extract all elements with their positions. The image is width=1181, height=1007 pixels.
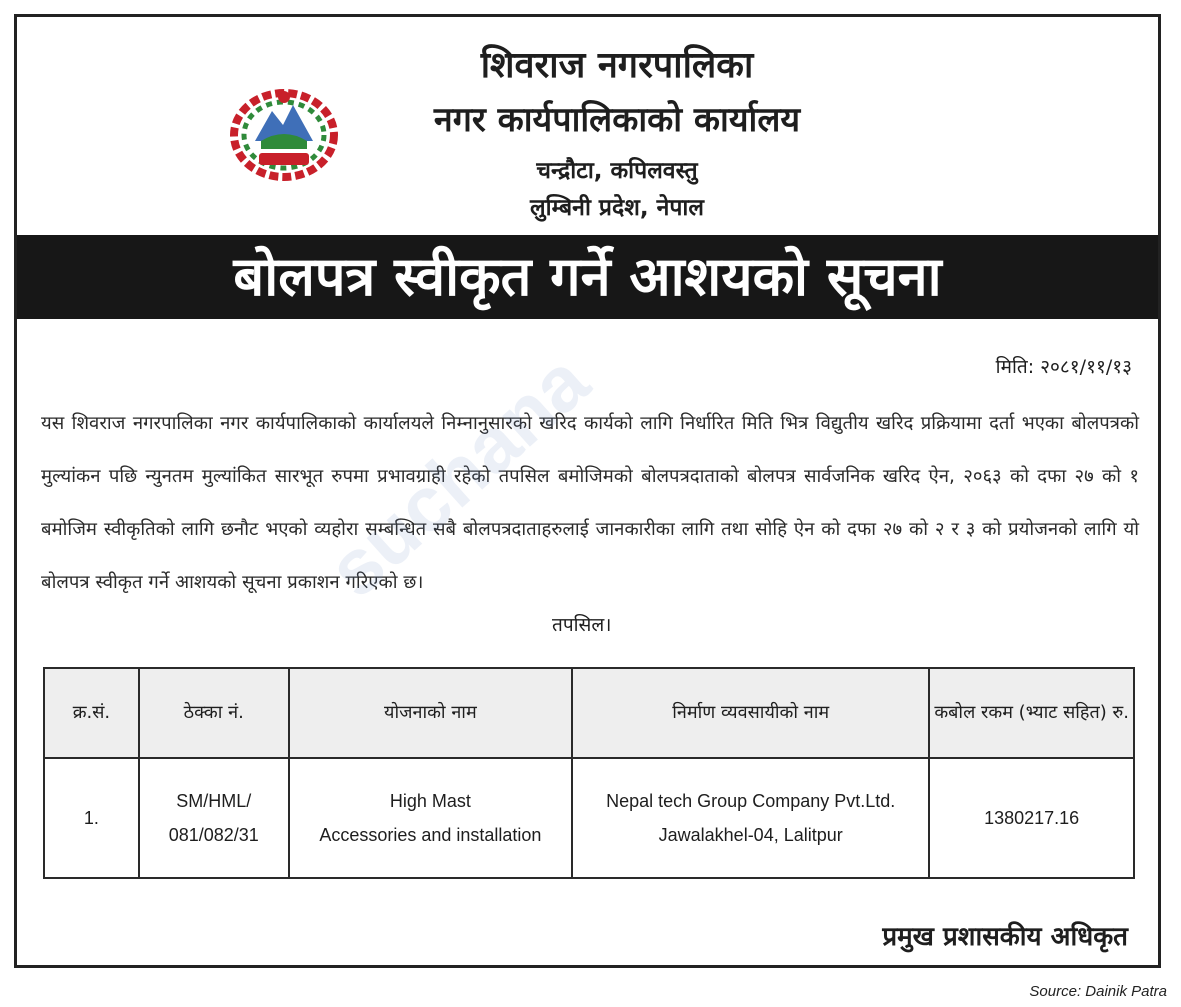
award-table [43, 667, 1135, 879]
address-line-1: चन्द्रौटा, कपिलवस्तु [536, 158, 698, 184]
contract-no-line-1: SM/HML/ [176, 791, 252, 811]
col-header-project-name: योजनाको नाम [289, 668, 572, 758]
address-line-2: लुम्बिनी प्रदेश, नेपाल [530, 195, 704, 221]
notice-title: बोलपत्र स्वीकृत गर्ने आशयको सूचना [17, 235, 1158, 319]
col-header-contractor-name: निर्माण व्यवसायीको नाम [572, 668, 929, 758]
notice-body: यस शिवराज नगरपालिका नगर कार्यपालिकाको कार्यालयले निम्नानुसारको खरिद कार्यको लागि निर्धारित मिति भित्र विद्युतीय खरिद प्रक्रियामा दर्ता भएका बोलपत्रको मुल्यांकन पछि न्युनतम मुल्यांकित सारभूत रुपमा प्रभावग्राही रहेको तपसिल बमोजिमको बोलपत्रदाताको बोलपत्र सार्वजनिक खरिद ऐन, २०६३ को दफा २७ को १ बमोजिम स्वीकृतिको लागि छनौट भएको व्यहोरा सम्बन्धित सबै बोलपत्रदाताहरुलाई जानकारीका लागि तथा सोहि ऐन को दफा २७ को २ र ३ को प्रयोजनको लागि यो बोलपत्र स्वीकृत गर्ने आशयको सूचना प्रकाशन गरिएको छ। [41, 413, 1139, 593]
contractor-name-line-1: Nepal tech Group Company Pvt.Ltd. [606, 791, 896, 811]
source-credit: Source: Dainik Patra [1029, 983, 1167, 1000]
nepal-emblem-icon [225, 83, 343, 183]
office-name: नगर कार्यपालिकाको कार्यालय [433, 100, 801, 140]
cell-contract-no [139, 758, 289, 878]
contract-no-line-2: 081/082/31 [168, 825, 259, 845]
signature-title: प्रमुख प्रशासकीय अधिकृत [882, 922, 1128, 952]
contractor-address-line: Jawalakhel-04, Lalitpur [658, 825, 843, 845]
cell-contractor-name [572, 758, 929, 878]
table-header-row [44, 668, 1134, 758]
municipality-name: शिवराज नगरपालिका [480, 45, 754, 86]
cell-bid-amount: 1380217.16 [929, 758, 1134, 878]
notice-date: मिति: २०८१/११/१३ [995, 356, 1132, 378]
col-header-bid-amount: कबोल रकम (भ्याट सहित) रु. [929, 668, 1134, 758]
col-header-sn: क्र.सं. [44, 668, 139, 758]
project-name-line-1: High Mast [389, 791, 471, 811]
col-header-contract-no: ठेक्का नं. [139, 668, 289, 758]
notice-frame [14, 14, 1161, 968]
table-row [44, 758, 1134, 878]
tapsil-label: तपसिल। [552, 614, 612, 636]
cell-project-name [289, 758, 572, 878]
cell-sn: 1. [44, 758, 139, 878]
project-name-line-2: Accessories and installation [319, 825, 542, 845]
